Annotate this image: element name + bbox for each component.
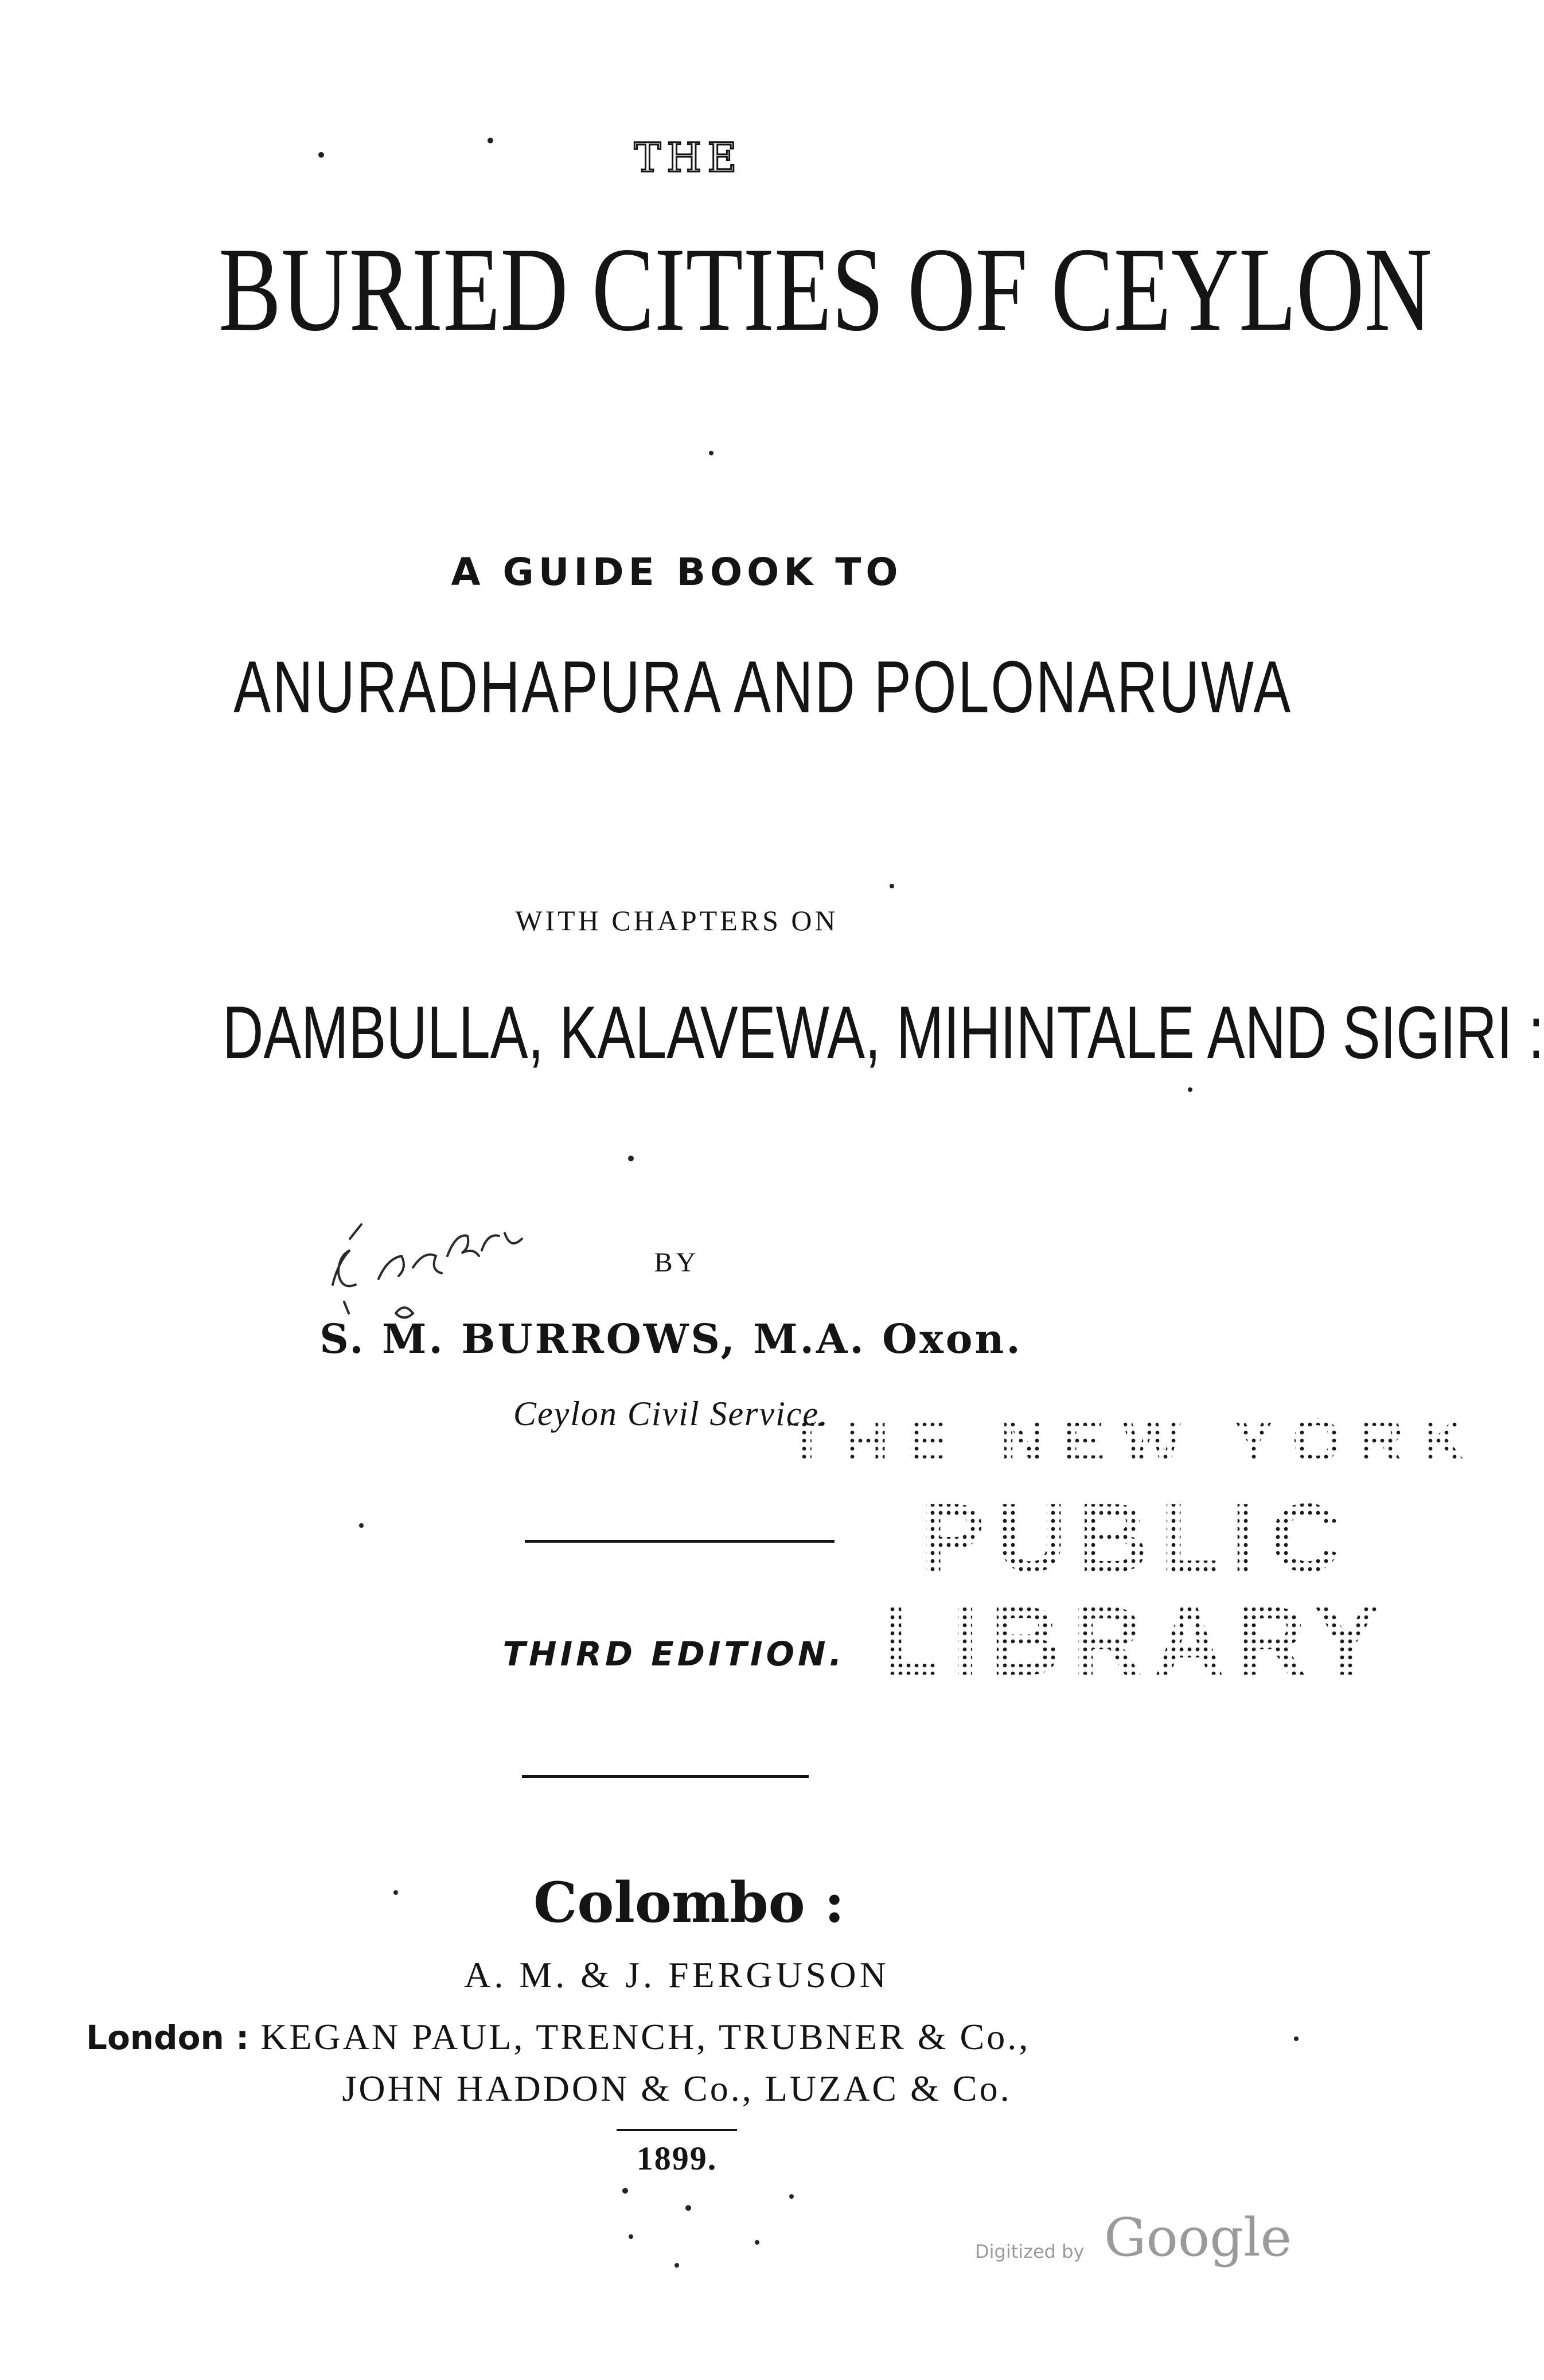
stamp-line-3: LIBRARY	[880, 1587, 1391, 1696]
london-label: London :	[86, 2018, 249, 2057]
stamp-line-1: THE NEW YORK	[787, 1406, 1484, 1476]
publication-place: Colombo :	[533, 1870, 845, 1935]
watermark-prefix: Digitized by	[975, 2241, 1085, 2262]
author-name: S. M. BURROWS, M.A. Oxon.	[319, 1315, 1023, 1363]
publication-year: 1899.	[636, 2140, 718, 2177]
subtitle-line-2: ANURADHAPURA AND POLONARUWA	[233, 646, 1293, 728]
london-publishers-2: JOHN HADDON & Co., LUZAC & Co.	[342, 2068, 1012, 2109]
publisher-name: A. M. & J. FERGUSON	[464, 1954, 890, 1995]
book-title: BURIED CITIES OF CEYLON	[219, 223, 1432, 356]
by-line: BY	[654, 1247, 700, 1278]
google-logo: Google	[1104, 2207, 1292, 2268]
subtitle-line-1: A GUIDE BOOK TO	[451, 550, 903, 594]
chapters-intro: WITH CHAPTERS ON	[515, 904, 839, 937]
stamp-line-2: PUBLIC	[919, 1484, 1352, 1593]
london-publishers-1: KEGAN PAUL, TRENCH, TRUBNER & Co.,	[260, 2016, 1031, 2057]
edition-label: THIRD EDITION.	[502, 1634, 845, 1673]
title-article: THE	[634, 134, 743, 181]
author-service: Ceylon Civil Service.	[513, 1395, 829, 1433]
digitized-watermark	[975, 2207, 1296, 2268]
chapters-list: DAMBULLA, KALAVEWA, MIHINTALE AND SIGIRI :	[223, 990, 1544, 1074]
